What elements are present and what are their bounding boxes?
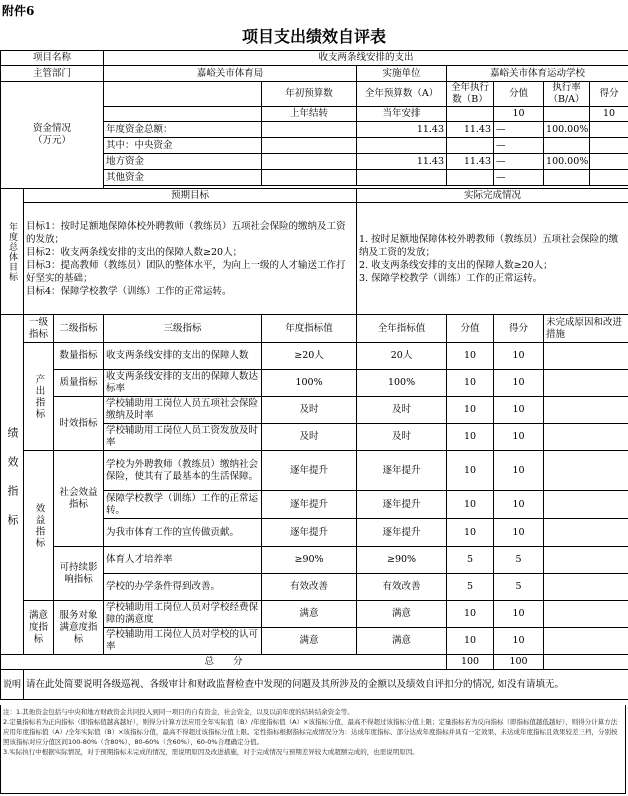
- indicator-target: 逐年提升: [262, 519, 357, 547]
- carryover-label: 上年结转: [262, 107, 357, 122]
- funds-rate: 100.00%: [544, 154, 590, 170]
- funds-rate: 100.00%: [544, 122, 590, 138]
- funds-rate: [544, 138, 590, 154]
- funds-score-got: 10: [590, 107, 628, 122]
- indicator-target: 逐年提升: [262, 451, 357, 491]
- indicator-actual: 20人: [357, 343, 447, 370]
- col-level2: 二级指标: [54, 315, 104, 343]
- indicator-reason: [544, 424, 628, 451]
- indicator-target: 及时: [262, 397, 357, 424]
- level2-sustainable: 可持续影响指标: [54, 547, 104, 601]
- indicator-name: 保障学校教学（训练）工作的正常运转。: [104, 491, 262, 519]
- indicator-reason: [544, 601, 628, 628]
- funds-row-score: —: [494, 138, 544, 154]
- funds-budget: [357, 138, 447, 154]
- col-exec-rate: 执行率（B/A）: [544, 82, 590, 107]
- indicator-got: 10: [494, 343, 544, 370]
- col-full-year-value: 全年指标值: [357, 315, 447, 343]
- indicator-target: 满意: [262, 601, 357, 628]
- indicator-actual: 及时: [357, 397, 447, 424]
- level1-output: 产出指标: [24, 343, 54, 451]
- indicator-reason: [544, 547, 628, 574]
- indicator-score: 5: [447, 574, 494, 601]
- indicator-reason: [544, 451, 628, 491]
- indicator-actual: ≥90%: [357, 547, 447, 574]
- col-score: 分值: [494, 82, 544, 107]
- indicator-name: 收支两条线安排的支出的保障人数: [104, 343, 262, 370]
- indicator-got: 5: [494, 574, 544, 601]
- funds-budget: [357, 170, 447, 186]
- funds-row-label: 其中：中央资金: [104, 138, 262, 154]
- total-blank: [544, 655, 628, 670]
- indicator-actual: 及时: [357, 424, 447, 451]
- remark-text: 请在此处简要说明各级巡视、各级审计和财政监督检查中发现的问题及其所涉及的金额以及绩效自评扣分的情况, 如没有请填无。: [24, 670, 628, 700]
- remark-label: 说明: [1, 670, 24, 700]
- indicator-got: 10: [494, 628, 544, 655]
- actual-goals-label: 实际完成情况: [357, 189, 628, 203]
- funds-budget: 11.43: [357, 122, 447, 138]
- indicator-name: 学校辅助用工岗位人员对学校的认可率: [104, 628, 262, 655]
- footnote: 2.定量指标若为正向指标（即指标值越高越好），则得分计算方法应用全年实际值（B）/年度指标值（A）×该指标分值，最高不得超过该指标分值上限；定量指标若为反向指标（即指标值越低越好），则得分计算方法应用年度指标值（A）/全年实际值（B）×该指标分值，最高不得超过该指标分值上限。定性指标根据指标完成情况分为：达成年度指标、部分达成年度指标并具有一定效果、未达成年度指标且效果较差三档，分别按照该指标对应分值区间100-80%（含80%）、80-60%（含60%）、60-0%合理确定分值。: [3, 718, 618, 746]
- level2-service-satisfaction: 服务对象满意度指标: [54, 601, 104, 655]
- col-initial-budget: 年初预算数: [262, 82, 357, 107]
- current-label: 当年安排: [357, 107, 447, 122]
- funds-blank-cell: [447, 107, 494, 122]
- indicator-actual: 有效改善: [357, 574, 447, 601]
- attachment-label: 附件6: [2, 4, 35, 18]
- dept-label: 主管部门: [1, 66, 104, 82]
- indicator-name: 学校辅助用工岗位人员对学校经费保障的满意度: [104, 601, 262, 628]
- actual-goals-text: 1. 按时足额地保障体校外聘教师（教练员）五项社会保险的缴纳及工资的发放； 2. 收支两条线安排的支出的保障人数≥20人； 3. 保障学校教学（训练）工作的正常运转。: [357, 203, 628, 315]
- level2-timeliness: 时效指标: [54, 397, 104, 451]
- project-name-value: 收支两条线安排的支出: [104, 51, 628, 66]
- project-name-label: 项目名称: [1, 51, 104, 66]
- indicator-target: ≥20人: [262, 343, 357, 370]
- level1-benefit: 效益指标: [24, 451, 54, 601]
- indicator-reason: [544, 574, 628, 601]
- indicator-reason: [544, 370, 628, 397]
- indicator-target: 100%: [262, 370, 357, 397]
- funds-row-label: 年度资金总额：: [104, 122, 262, 138]
- evaluation-table: [0, 50, 628, 700]
- indicator-got: 10: [494, 451, 544, 491]
- indicator-name: 为我市体育工作的宣传做贡献。: [104, 519, 262, 547]
- goals-section-label: 年度总体目标: [1, 189, 24, 315]
- funds-initial: [262, 138, 357, 154]
- funds-row-score: —: [494, 122, 544, 138]
- funds-executed: 11.43: [447, 122, 494, 138]
- impl-value: 嘉峪关市体育运动学校: [447, 66, 628, 82]
- indicator-reason: [544, 628, 628, 655]
- funds-initial: [262, 170, 357, 186]
- indicator-name: 体育人才培养率: [104, 547, 262, 574]
- funds-initial: [262, 154, 357, 170]
- indicator-score: 10: [447, 343, 494, 370]
- indicator-actual: 100%: [357, 370, 447, 397]
- level2-quantity: 数量指标: [54, 343, 104, 370]
- funds-row-score: —: [494, 170, 544, 186]
- indicator-score: 10: [447, 491, 494, 519]
- indicator-actual: 逐年提升: [357, 451, 447, 491]
- col-annual-executed: 全年执行数（B）: [447, 82, 494, 107]
- funds-executed: [447, 170, 494, 186]
- indicator-score: 10: [447, 397, 494, 424]
- indicator-got: 10: [494, 397, 544, 424]
- funds-row-label: 其他资金: [104, 170, 262, 186]
- indicator-score: 5: [447, 547, 494, 574]
- indicator-name: 学校为外聘教师（教练员）缴纳社会保险，使其有了最基本的生活保障。: [104, 451, 262, 491]
- indicator-score: 10: [447, 519, 494, 547]
- indicator-score: 10: [447, 370, 494, 397]
- indicator-got: 10: [494, 601, 544, 628]
- indicator-name: 学校辅助用工岗位人员五项社会保险缴纳及时率: [104, 397, 262, 424]
- level2-social-benefit: 社会效益指标: [54, 451, 104, 547]
- total-score: 100: [447, 655, 494, 670]
- funds-row-score: —: [494, 154, 544, 170]
- funds-row-label: 地方资金: [104, 154, 262, 170]
- indicator-name: 收支两条线安排的支出的保障人数达标率: [104, 370, 262, 397]
- funds-budget: 11.43: [357, 154, 447, 170]
- funds-row-got: [590, 138, 628, 154]
- col-annual-budget: 全年预算数（A）: [357, 82, 447, 107]
- indicator-target: 满意: [262, 628, 357, 655]
- funds-executed: [447, 138, 494, 154]
- funds-blank-cell: [544, 107, 590, 122]
- indicator-target: ≥90%: [262, 547, 357, 574]
- indicator-actual: 满意: [357, 628, 447, 655]
- level2-quality: 质量指标: [54, 370, 104, 397]
- footnote: 3.实际执行中根据实际情况，对于预期指标未完成的情况，需说明原因及改进措施，对于完成情况与预期差异较大或超额完成的，也需说明原因。: [3, 748, 419, 756]
- funds-blank-cell: [104, 82, 262, 107]
- total-label: 总 分: [1, 655, 447, 670]
- funds-row-got: [590, 170, 628, 186]
- expected-goals-label: 预期目标: [24, 189, 357, 203]
- col-score-got: 得分: [590, 82, 628, 107]
- col-level1: 一级指标: [24, 315, 54, 343]
- page-title: 项目支出绩效自评表: [241, 27, 386, 46]
- indicator-target: 逐年提升: [262, 491, 357, 519]
- col-ind-got: 得分: [494, 315, 544, 343]
- indicator-reason: [544, 519, 628, 547]
- col-annual-target: 年度指标值: [262, 315, 357, 343]
- funds-blank-cell: [104, 107, 262, 122]
- funds-row-got: [590, 154, 628, 170]
- indicator-reason: [544, 397, 628, 424]
- indicator-score: 10: [447, 424, 494, 451]
- funds-score: 10: [494, 107, 544, 122]
- indicator-got: 10: [494, 491, 544, 519]
- indicator-score: 10: [447, 451, 494, 491]
- indicator-actual: 满意: [357, 601, 447, 628]
- funds-rate: [544, 170, 590, 186]
- indicator-reason: [544, 491, 628, 519]
- funds-initial: [262, 122, 357, 138]
- indicators-section-label: 绩效指标: [1, 315, 24, 655]
- indicator-reason: [544, 343, 628, 370]
- indicator-name: 学校辅助用工岗位人员工资发放及时率: [104, 424, 262, 451]
- expected-goals-text: 目标1：按时足额地保障体校外聘教师（教练员）五项社会保险的缴纳及工资的发放； 目标2：收支两条线安排的支出的保障人数≥20人； 目标3：提高教师（教练员）团队的整体水平，为向上一级的人才输送工作打好坚实的基础； 目标4：保障学校教学（训练）工作的正常运转。: [24, 203, 357, 315]
- dept-value: 嘉峪关市体育局: [104, 66, 357, 82]
- indicator-got: 10: [494, 370, 544, 397]
- col-ind-score: 分值: [447, 315, 494, 343]
- indicator-got: 5: [494, 547, 544, 574]
- funds-section-label: 资金情况 （万元）: [1, 82, 104, 189]
- indicator-actual: 逐年提升: [357, 491, 447, 519]
- col-reason: 未完成原因和改进措施: [544, 315, 628, 343]
- footnote: 注：1.其他资金包括与中央和地方财政资金共同投入到同一项目的自有资金、社会资金，以及以前年度的结转结余资金等。: [3, 708, 354, 716]
- indicator-actual: 逐年提升: [357, 519, 447, 547]
- level1-satisfaction: 满意度指标: [24, 601, 54, 655]
- indicator-score: 10: [447, 628, 494, 655]
- indicator-name: 学校的办学条件得到改善。: [104, 574, 262, 601]
- impl-label: 实施单位: [357, 66, 447, 82]
- indicator-target: 有效改善: [262, 574, 357, 601]
- indicator-score: 10: [447, 601, 494, 628]
- col-level3: 三级指标: [104, 315, 262, 343]
- indicator-got: 10: [494, 519, 544, 547]
- indicator-got: 10: [494, 424, 544, 451]
- indicator-target: 及时: [262, 424, 357, 451]
- footnotes: [0, 705, 626, 794]
- funds-executed: 11.43: [447, 154, 494, 170]
- funds-row-got: [590, 122, 628, 138]
- total-got: 100: [494, 655, 544, 670]
